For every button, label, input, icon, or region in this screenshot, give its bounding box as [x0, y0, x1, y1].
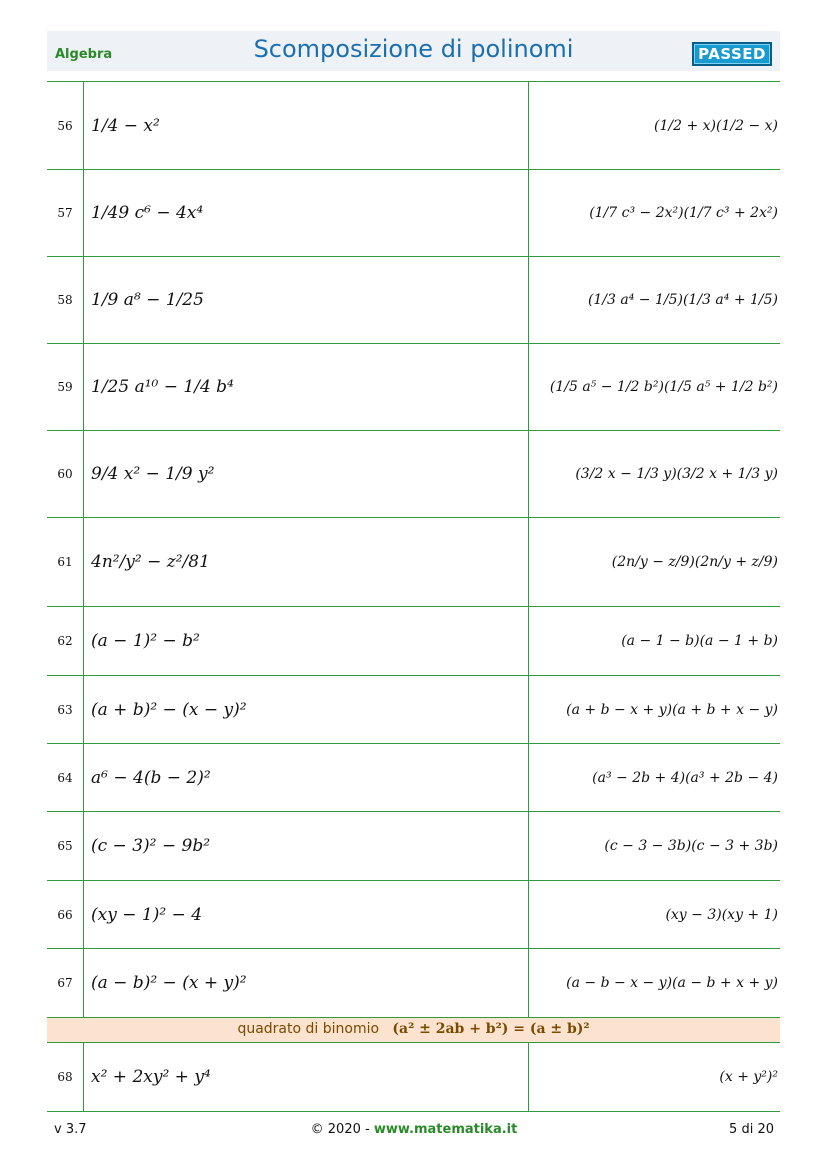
polynomial: 4n²/y² − z²/81	[91, 552, 210, 572]
polynomial: (xy − 1)² − 4	[91, 904, 203, 925]
table-line	[47, 1111, 780, 1112]
passed-badge: PASSED	[692, 42, 772, 66]
factorization: (a + b − x + y)(a + b + x − y)	[566, 701, 778, 718]
polynomial: (c − 3)² − 9b²	[91, 836, 211, 856]
website-link[interactable]: www.matematika.it	[373, 1122, 518, 1137]
table-row	[47, 431, 780, 517]
factorization: (1/3 a⁴ − 1/5)(1/3 a⁴ + 1/5)	[587, 292, 778, 308]
section-label: quadrato di binomio	[237, 1021, 380, 1037]
section-title	[47, 1021, 780, 1037]
exercise-number: 63	[57, 702, 73, 717]
exercise-number: 56	[57, 118, 73, 133]
factorization: (a − b − x − y)(a − b + x + y)	[566, 975, 778, 991]
table-row	[47, 82, 780, 169]
table-row	[47, 1043, 780, 1111]
factorization: (1/2 + x)(1/2 − x)	[654, 117, 778, 134]
copyright: © 2020 -	[310, 1122, 370, 1137]
exercise-number: 57	[57, 206, 73, 220]
exercise-number: 65	[57, 839, 73, 853]
polynomial: 1/4 − x²	[91, 115, 160, 136]
exercise-number: 58	[57, 293, 73, 307]
table-row	[47, 257, 780, 343]
factorization: (xy − 3)(xy + 1)	[665, 906, 778, 923]
polynomial: 9/4 x² − 1/9 y²	[91, 464, 215, 484]
factorization: (x + y²)²	[719, 1069, 778, 1085]
polynomial: 1/25 a¹⁰ − 1/4 b⁴	[91, 377, 234, 397]
section-header	[47, 1018, 780, 1042]
factorization: (1/7 c³ − 2x²)(1/7 c³ + 2x²)	[589, 205, 778, 221]
section-formula: (a² ± 2ab + b²) = (a ± b)²	[392, 1021, 590, 1037]
table-row	[47, 170, 780, 256]
table-row	[47, 518, 780, 606]
factorization: (a − 1 − b)(a − 1 + b)	[621, 633, 778, 649]
table-row	[47, 676, 780, 743]
footer-credit	[0, 1122, 828, 1137]
exercise-number: 66	[57, 907, 73, 922]
page-header	[47, 31, 780, 71]
subject-label: Algebra	[55, 47, 113, 62]
exercise-number: 64	[57, 770, 73, 785]
exercise-number: 61	[57, 555, 73, 569]
factorization: (a³ − 2b + 4)(a³ + 2b − 4)	[592, 769, 778, 786]
factorization: (3/2 x − 1/3 y)(3/2 x + 1/3 y)	[575, 466, 778, 482]
exercise-number: 62	[57, 634, 73, 648]
table-row	[47, 344, 780, 430]
table-row	[47, 949, 780, 1017]
polynomial: a⁶ − 4(b − 2)²	[91, 767, 211, 788]
table-row	[47, 607, 780, 675]
page-title: Scomposizione di polinomi	[253, 35, 574, 63]
polynomial: x² + 2xy² + y⁴	[91, 1067, 211, 1087]
factorization: (2n/y − z/9)(2n/y + z/9)	[611, 554, 778, 570]
polynomial: 1/49 c⁶ − 4x⁴	[91, 203, 204, 223]
table-row	[47, 881, 780, 948]
exercise-number: 59	[57, 380, 73, 394]
polynomial: 1/9 a⁸ − 1/25	[91, 290, 204, 310]
factorization: (1/5 a⁵ − 1/2 b²)(1/5 a⁵ + 1/2 b²)	[549, 379, 778, 395]
table-row	[47, 744, 780, 811]
page-number: 5 di 20	[729, 1122, 774, 1137]
exercise-number: 67	[57, 976, 73, 990]
factorization: (c − 3 − 3b)(c − 3 + 3b)	[604, 838, 778, 854]
version-label: v 3.7	[54, 1122, 87, 1137]
exercise-number: 60	[57, 467, 73, 481]
polynomial: (a − 1)² − b²	[91, 631, 200, 651]
table-row	[47, 812, 780, 880]
polynomial: (a − b)² − (x + y)²	[91, 973, 247, 993]
polynomial: (a + b)² − (x − y)²	[91, 699, 247, 720]
exercise-number: 68	[57, 1070, 73, 1084]
